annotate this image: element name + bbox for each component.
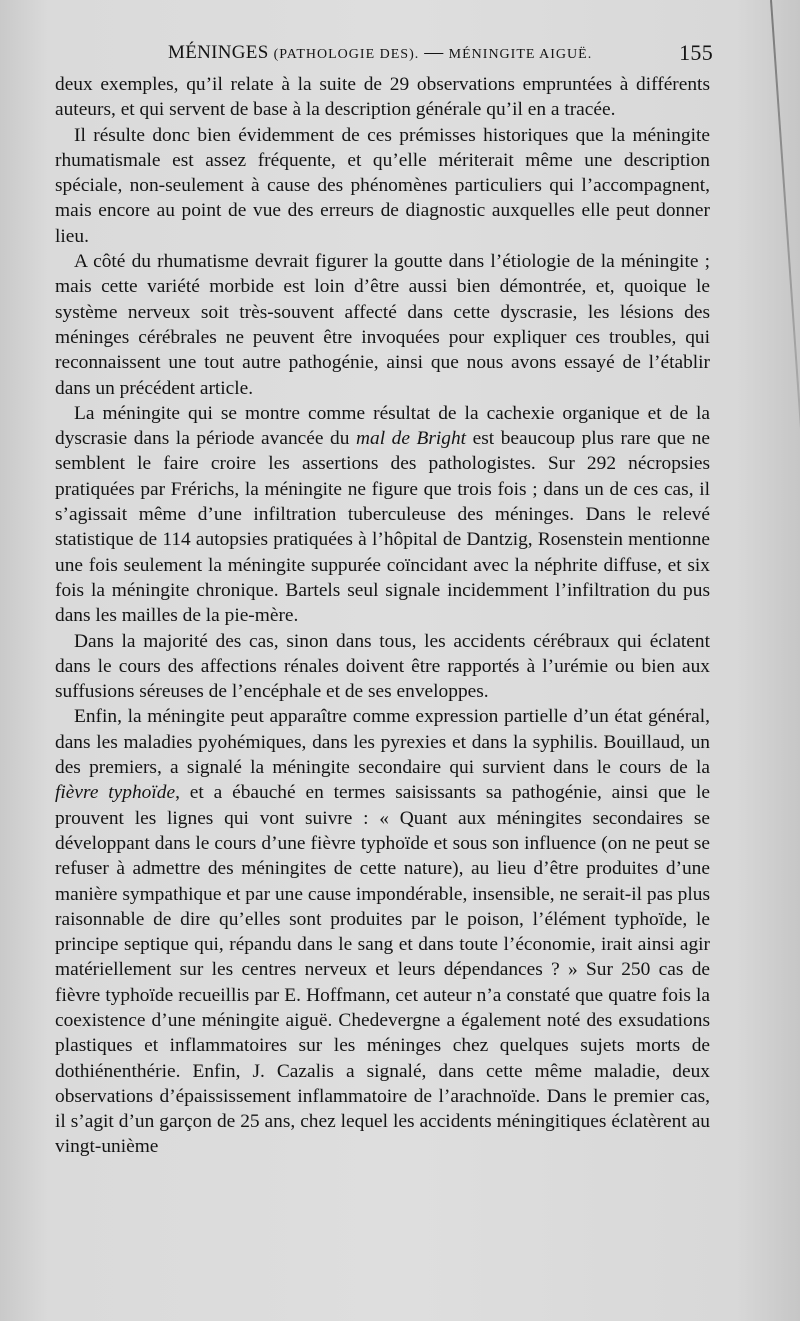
italic-text: mal de Bright [356, 428, 467, 450]
paragraph [55, 249, 710, 401]
text-run: La méningite qui se montre comme résultat de la cachexie organique et de la dyscrasie dans la période avancée du [55, 402, 710, 450]
page-edge-shadow [770, 0, 800, 519]
running-head-section: MÉNINGITE AIGUË. [448, 47, 593, 62]
text-run: est beaucoup plus rare que ne semblent le faire croire les assertions des pathologistes. Sur 292 nécropsies pratiquées par Frérichs, la méningite ne figure que trois fois ; dans un de ces cas, il s’agissait même d’une infiltration tuberculeuse des méninges. Dans le relevé statistique de 114 autopsies pratiquées à l’hôpital de Dantzig, Rosenstein mentionne une fois seulement la méningite suppurée coïncidant avec la néphrite diffuse, et six fois la méningite chronique. Bartels seul signale incidemment l’infiltration du pus dans les mailles de la pie-mère. [55, 428, 710, 627]
page-header [168, 38, 713, 68]
text-run: deux exemples, qu’il relate à la suite de 29 observations empruntées à différents auteurs, et qui servent de base à la description générale qu’il en a tracée. [55, 74, 710, 121]
text-run: Enfin, la méningite peut apparaître comme expression partielle d’un état général, dans les maladies pyohémiques, dans les pyrexies et dans la syphilis. Bouillaud, un des premiers, a signalé la méningite secondaire qui survient dans le cours de la [55, 706, 710, 779]
running-head-paren: (PATHOLOGIE DES). [273, 47, 420, 62]
body-text [55, 72, 710, 1160]
text-run: Il résulte donc bien évidemment de ces prémisses historiques que la méningite rhumatismale est assez fréquente, et qu’elle mériterait même une description spéciale, non-seulement à cause des phénomènes particuliers qui l’accompagnent, mais encore au point de vue des erreurs de diagnostic auxquelles elle peut donner lieu. [55, 124, 710, 247]
paragraph [55, 123, 710, 249]
paragraph [55, 629, 710, 705]
paragraph [55, 72, 710, 123]
running-head-main: MÉNINGES [168, 42, 269, 63]
text-run: , et a ébauché en termes saisissants sa pathogénie, ainsi que le prouvent les lignes qui vont suivre : « Quant aux méningites secondaires se développant dans le cours d’une fièvre typhoïde et sous son influence (on ne peut se refuser à admettre des méningites de cette nature), au lieu d’être produites d’une manière sympathique et par une cause impondérable, insensible, ne serait-il pas plus raisonnable de dire qu’elles sont produites par le poison, l’élément typhoïde, le principe septique qui, répandu dans le sang et dans toute l’économie, irait ainsi agir matériellement sur les centres nerveux et leurs dépendances ? » Sur 250 cas de fièvre typhoïde recueillis par E. Hoffmann, cet auteur n’a constaté que quatre fois la coexistence d’une méningite aiguë. Chedevergne a également noté des exsudations plastiques et inflammatoires sur les méninges chez quelques sujets morts de dothiénenthérie. Enfin, J. Cazalis a signalé, dans cette même maladie, deux observations d’épaississement inflammatoire de l’arachnoïde. Dans le premier cas, il s’agit d’un garçon de 25 ans, chez lequel les accidents méningitiques éclatèrent au vingt-unième [55, 782, 710, 1158]
italic-text: fièvre typhoïde [55, 782, 176, 804]
text-run: A côté du rhumatisme devrait figurer la goutte dans l’étiologie de la méningite ; mais cette variété morbide est loin d’être aussi bien démontrée, et, quoique le système nerveux soit très-souvent affecté dans cette dyscrasie, les lésions des méninges cérébrales ne peuvent être invoquées pour expliquer ces troubles, qui reconnaissent une tout autre pathogénie, ainsi que nous avons essayé de l’établir dans un précédent article. [55, 251, 710, 399]
paragraph [55, 401, 710, 629]
paragraph [55, 704, 710, 1159]
page-number: 155 [679, 40, 713, 65]
running-head [168, 42, 592, 64]
running-head-separator: — [424, 42, 444, 63]
text-run: Dans la majorité des cas, sinon dans tous, les accidents cérébraux qui éclatent dans le cours des affections rénales doivent être rapportés à l’urémie ou bien aux suffusions séreuses de l’encéphale et de ses enveloppes. [55, 630, 710, 703]
